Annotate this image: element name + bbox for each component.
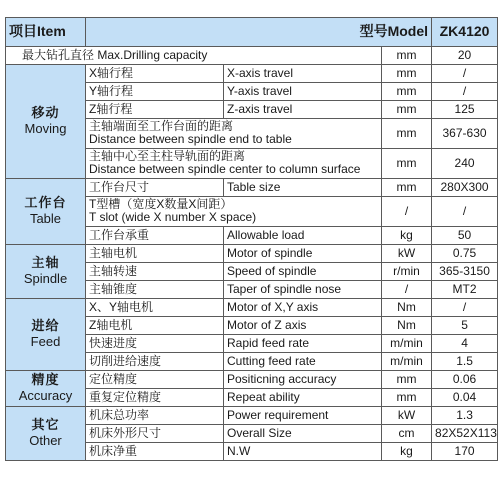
net-weight-en: N.W [224, 442, 382, 460]
spindle-taper-unit: / [382, 280, 432, 298]
repeat-accuracy-unit: mm [382, 388, 432, 406]
category-table-zh: 工作台 [24, 194, 67, 210]
spindle-column-distance-value: 240 [432, 148, 498, 178]
x-travel-zh: X轴行程 [86, 65, 224, 83]
category-accuracy-zh: 精度 [31, 371, 60, 387]
category-feed [6, 298, 86, 370]
xy-motor-en: Motor of X,Y axis [224, 298, 382, 316]
cutting-feed-en: Cutting feed rate [224, 352, 382, 370]
z-motor-unit: Nm [382, 316, 432, 334]
spindle-speed-zh: 主轴转速 [86, 262, 224, 280]
xy-motor-zh: X、Y轴电机 [86, 298, 224, 316]
spindle-table-distance-zh: 主轴端面至工作台面的距离 [89, 119, 234, 133]
spindle-column-distance-zh: 主轴中心至主柱导轨面的距离 [89, 148, 246, 163]
max-drill-unit: mm [382, 47, 432, 65]
tslot-value: / [432, 196, 498, 226]
positioning-accuracy-en: Positicning accuracy [224, 370, 382, 388]
spindle-speed-en: Speed of spindle [224, 262, 382, 280]
spindle-motor-unit: kW [382, 244, 432, 262]
spindle-column-distance-unit: mm [382, 148, 432, 178]
cutting-feed-value: 1.5 [432, 352, 498, 370]
allowable-load-zh: 工作台承重 [86, 226, 224, 244]
allowable-load-value: 50 [432, 226, 498, 244]
power-unit: kW [382, 406, 432, 424]
header-model: ZK4120 [432, 18, 498, 47]
z-travel-value: 125 [432, 101, 498, 119]
table-row [6, 178, 498, 196]
allowable-load-en: Allowable load [224, 226, 382, 244]
overall-size-zh: 机床外形尺寸 [86, 424, 224, 442]
table-size-value: 280X300 [432, 178, 498, 196]
allowable-load-unit: kg [382, 226, 432, 244]
overall-size-value: 82X52X113 [432, 424, 498, 442]
category-spindle-en: Spindle [23, 271, 68, 287]
z-travel-unit: mm [382, 101, 432, 119]
table-size-en: Table size [224, 178, 382, 196]
spindle-table-distance-unit: mm [382, 119, 432, 149]
table-row [6, 370, 498, 388]
net-weight-unit: kg [382, 442, 432, 460]
spindle-speed-unit: r/min [382, 262, 432, 280]
spindle-column-distance-label [86, 148, 382, 178]
z-motor-en: Motor of Z axis [224, 316, 382, 334]
xy-motor-unit: Nm [382, 298, 432, 316]
z-travel-zh: Z轴行程 [86, 101, 224, 119]
spec-table [5, 17, 498, 461]
positioning-accuracy-value: 0.06 [432, 370, 498, 388]
max-drill-value: 20 [432, 47, 498, 65]
table-row [6, 47, 498, 65]
repeat-accuracy-zh: 重复定位精度 [86, 388, 224, 406]
net-weight-value: 170 [432, 442, 498, 460]
spindle-table-distance-en: Distance between spindle end to table [89, 132, 292, 147]
category-spindle-zh: 主轴 [31, 254, 60, 270]
category-feed-zh: 进给 [31, 317, 60, 333]
positioning-accuracy-zh: 定位精度 [86, 370, 224, 388]
table-row [6, 244, 498, 262]
tslot-zh: T型槽（宽度X数量X间距） [89, 196, 233, 211]
y-travel-zh: Y轴行程 [86, 83, 224, 101]
spindle-motor-zh: 主轴电机 [86, 244, 224, 262]
cutting-feed-unit: m/min [382, 352, 432, 370]
table-row [6, 65, 498, 83]
z-motor-zh: Z轴电机 [86, 316, 224, 334]
power-zh: 机床总功率 [86, 406, 224, 424]
spindle-table-distance-label [86, 119, 382, 149]
rapid-feed-unit: m/min [382, 334, 432, 352]
tslot-en: T slot (wide X number X space) [89, 210, 257, 225]
xy-motor-value: / [432, 298, 498, 316]
z-travel-en: Z-axis travel [224, 101, 382, 119]
category-accuracy [6, 370, 86, 406]
category-table-en: Table [29, 211, 62, 227]
spindle-table-distance-value: 367-630 [432, 119, 498, 149]
spindle-speed-value: 365-3150 [432, 262, 498, 280]
rapid-feed-value: 4 [432, 334, 498, 352]
max-drill-label: 最大钻孔直径 Max.Drilling capacity [6, 47, 382, 65]
spindle-motor-value: 0.75 [432, 244, 498, 262]
table-row [6, 298, 498, 316]
category-other-zh: 其它 [31, 416, 60, 432]
category-moving [6, 65, 86, 179]
repeat-accuracy-en: Repeat ability [224, 388, 382, 406]
repeat-accuracy-value: 0.04 [432, 388, 498, 406]
header-model-label: 型号Model [86, 18, 432, 47]
category-other [6, 406, 86, 460]
x-travel-en: X-axis travel [224, 65, 382, 83]
positioning-accuracy-unit: mm [382, 370, 432, 388]
y-travel-unit: mm [382, 83, 432, 101]
spindle-taper-zh: 主轴锥度 [86, 280, 224, 298]
tslot-unit: / [382, 196, 432, 226]
overall-size-en: Overall Size [224, 424, 382, 442]
header-item: 项目Item [6, 18, 86, 47]
x-travel-value: / [432, 65, 498, 83]
overall-size-unit: cm [382, 424, 432, 442]
spindle-taper-value: MT2 [432, 280, 498, 298]
table-header [6, 18, 498, 47]
z-motor-value: 5 [432, 316, 498, 334]
cutting-feed-zh: 切削进给速度 [86, 352, 224, 370]
y-travel-value: / [432, 83, 498, 101]
category-spindle [6, 244, 86, 298]
category-feed-en: Feed [30, 334, 61, 350]
power-value: 1.3 [432, 406, 498, 424]
table-size-unit: mm [382, 178, 432, 196]
table-size-zh: 工作台尺寸 [86, 178, 224, 196]
category-accuracy-en: Accuracy [18, 388, 73, 404]
spindle-motor-en: Motor of spindle [224, 244, 382, 262]
category-moving-en: Moving [24, 121, 67, 137]
category-moving-zh: 移动 [31, 104, 60, 120]
spindle-column-distance-en: Distance between spindle center to column surface [89, 162, 361, 177]
spindle-taper-en: Taper of spindle nose [224, 280, 382, 298]
tslot-label [86, 196, 382, 226]
rapid-feed-zh: 快速进度 [86, 334, 224, 352]
rapid-feed-en: Rapid feed rate [224, 334, 382, 352]
x-travel-unit: mm [382, 65, 432, 83]
category-table [6, 178, 86, 244]
category-other-en: Other [29, 433, 62, 449]
power-en: Power requirement [224, 406, 382, 424]
y-travel-en: Y-axis travel [224, 83, 382, 101]
net-weight-zh: 机床净重 [86, 442, 224, 460]
table-row [6, 406, 498, 424]
